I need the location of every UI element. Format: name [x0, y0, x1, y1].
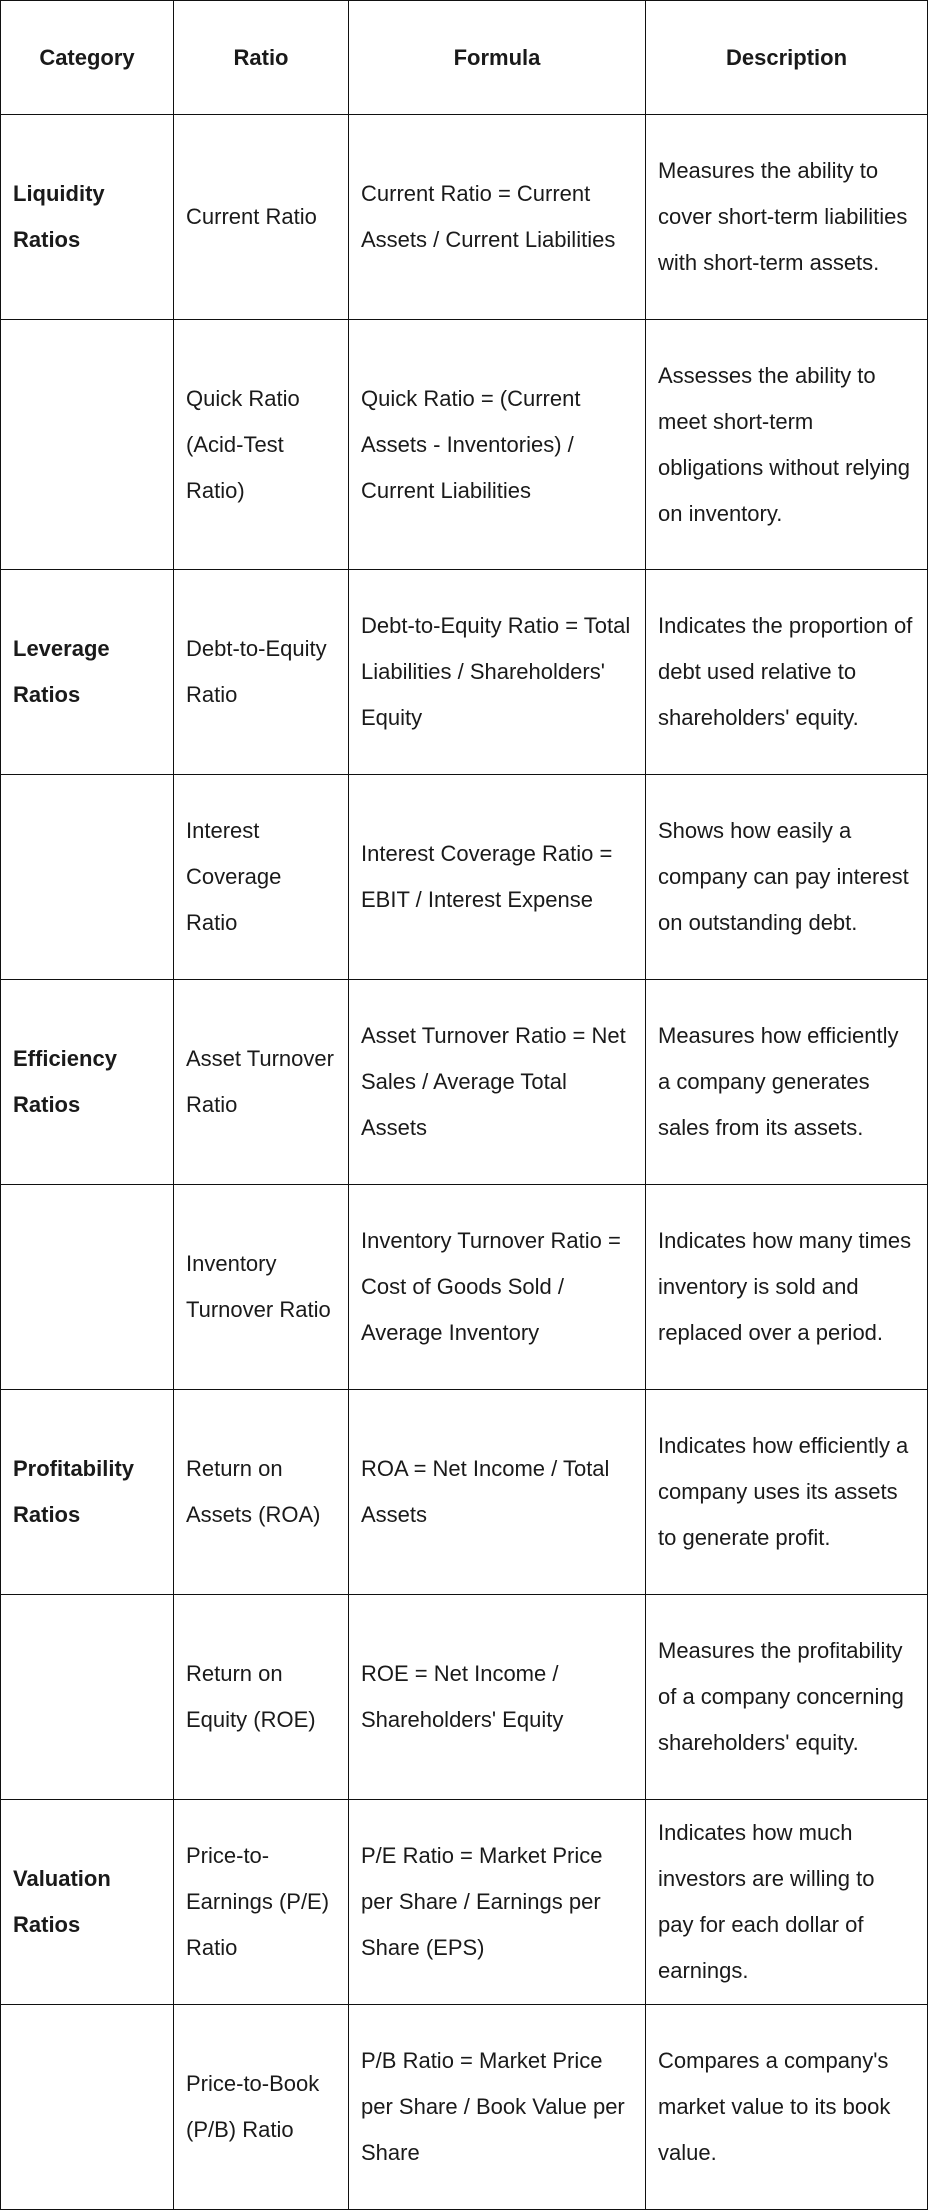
category-cell: [1, 1185, 174, 1390]
description-cell: Assesses the ability to meet short-term obligations without relying on inventory.: [646, 320, 928, 570]
description-cell: Compares a company's market value to its book value.: [646, 2005, 928, 2210]
header-row: [1, 1, 928, 115]
table-row: [1, 775, 928, 980]
category-cell: [1, 775, 174, 980]
description-cell: Measures the profitability of a company concerning shareholders' equity.: [646, 1595, 928, 1800]
formula-cell: P/E Ratio = Market Price per Share / Earnings per Share (EPS): [349, 1800, 646, 2005]
ratio-cell: Return on Equity (ROE): [174, 1595, 349, 1800]
header-description: Description: [646, 1, 928, 115]
description-cell: Shows how easily a company can pay interest on outstanding debt.: [646, 775, 928, 980]
category-cell: Efficiency Ratios: [1, 980, 174, 1185]
ratio-cell: Price-to-Book (P/B) Ratio: [174, 2005, 349, 2210]
header-category: Category: [1, 1, 174, 115]
formula-cell: P/B Ratio = Market Price per Share / Book Value per Share: [349, 2005, 646, 2210]
description-cell: Measures how efficiently a company generates sales from its assets.: [646, 980, 928, 1185]
description-cell: Measures the ability to cover short-term liabilities with short-term assets.: [646, 115, 928, 320]
category-cell: Liquidity Ratios: [1, 115, 174, 320]
category-cell: Profitability Ratios: [1, 1390, 174, 1595]
ratio-cell: Interest Coverage Ratio: [174, 775, 349, 980]
formula-cell: Inventory Turnover Ratio = Cost of Goods Sold / Average Inventory: [349, 1185, 646, 1390]
category-cell: [1, 2005, 174, 2210]
description-cell: Indicates how many times inventory is sold and replaced over a period.: [646, 1185, 928, 1390]
formula-cell: Quick Ratio = (Current Assets - Inventories) / Current Liabilities: [349, 320, 646, 570]
table-row: [1, 1800, 928, 2005]
category-cell: Valuation Ratios: [1, 1800, 174, 2005]
description-cell: Indicates the proportion of debt used relative to shareholders' equity.: [646, 570, 928, 775]
description-cell: Indicates how efficiently a company uses its assets to generate profit.: [646, 1390, 928, 1595]
ratio-cell: Return on Assets (ROA): [174, 1390, 349, 1595]
category-cell: [1, 1595, 174, 1800]
table-row: [1, 2005, 928, 2210]
description-cell: Indicates how much investors are willing to pay for each dollar of earnings.: [646, 1800, 928, 2005]
table-row: [1, 115, 928, 320]
ratio-cell: Inventory Turnover Ratio: [174, 1185, 349, 1390]
ratio-cell: Asset Turnover Ratio: [174, 980, 349, 1185]
formula-cell: ROA = Net Income / Total Assets: [349, 1390, 646, 1595]
table-row: [1, 1185, 928, 1390]
category-cell: Leverage Ratios: [1, 570, 174, 775]
formula-cell: Current Ratio = Current Assets / Current Liabilities: [349, 115, 646, 320]
category-cell: [1, 320, 174, 570]
table-row: [1, 980, 928, 1185]
table-row: [1, 1595, 928, 1800]
formula-cell: Debt-to-Equity Ratio = Total Liabilities / Shareholders' Equity: [349, 570, 646, 775]
table-row: [1, 320, 928, 570]
formula-cell: ROE = Net Income / Shareholders' Equity: [349, 1595, 646, 1800]
ratio-cell: Quick Ratio (Acid-Test Ratio): [174, 320, 349, 570]
ratio-cell: Current Ratio: [174, 115, 349, 320]
table-row: [1, 1390, 928, 1595]
table-row: [1, 570, 928, 775]
formula-cell: Interest Coverage Ratio = EBIT / Interest Expense: [349, 775, 646, 980]
formula-cell: Asset Turnover Ratio = Net Sales / Average Total Assets: [349, 980, 646, 1185]
ratio-cell: Debt-to-Equity Ratio: [174, 570, 349, 775]
ratio-cell: Price-to-Earnings (P/E) Ratio: [174, 1800, 349, 2005]
header-formula: Formula: [349, 1, 646, 115]
header-ratio: Ratio: [174, 1, 349, 115]
